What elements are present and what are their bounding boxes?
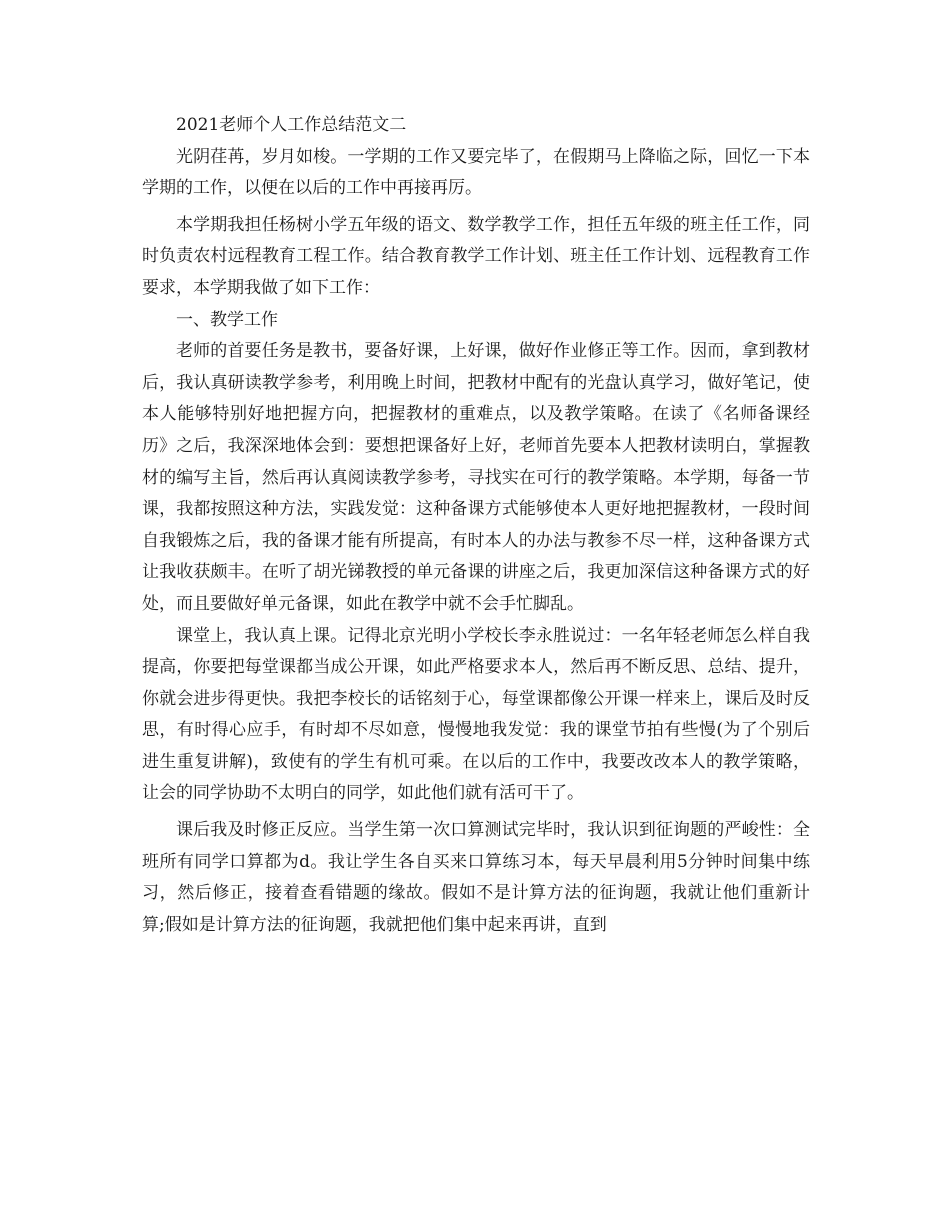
document-title: 2021老师个人工作总结范文二	[176, 115, 407, 135]
paragraph-intro: 光阴荏苒，岁月如梭。一学期的工作又要完毕了，在假期马上降临之际，回忆一下本学期的工作，以便在以后的工作中再接再厉。	[142, 146, 810, 199]
paragraph-duties: 本学期我担任杨树小学五年级的语文、数学教学工作，担任五年级的班主任工作，同时负责农村远程教育工程工作。结合教育教学工作计划、班主任工作计划、远程教育工作要求，本学期我做了如下工作：	[142, 214, 810, 298]
paragraph-after-class: 课后我及时修正反应。当学生第一次口算测试完毕时，我认识到征询题的严峻性：全班所有同学口算都为d。我让学生各自买来口算练习本，每天早晨利用5分钟时间集中练习，然后修正，接着查看错题的缘故。假如不是计算方法的征询题，我就让他们重新计算;假如是计算方法的征询题，我就把他们集中起来再讲，直到	[142, 820, 810, 935]
paragraph-lesson-prep: 老师的首要任务是教书，要备好课，上好课，做好作业修正等工作。因而，拿到教材后，我认真研读教学参考，利用晚上时间，把教材中配有的光盘认真学习，做好笔记，使本人能够特别好地把握方向，把握教材的重难点，以及教学策略。在读了《名师备课经历》之后，我深深地体会到：要想把课备好上好，老师首先要本人把教材读明白，掌握教材的编写主旨，然后再认真阅读教学参考，寻找实在可行的教学策略。本学期，每备一节课，我都按照这种方法，实践发觉：这种备课方式能够使本人更好地把握教材，一段时间自我锻炼之后，我的备课才能有所提高，有时本人的办法与教参不尽一样，这种备课方式让我收获颇丰。在听了胡光锑教授的单元备课的讲座之后，我更加深信这种备课方式的好处，而且要做好单元备课，如此在教学中就不会手忙脚乱。	[142, 341, 810, 614]
document-body	[142, 110, 810, 941]
paragraph-classroom: 课堂上，我认真上课。记得北京光明小学校长李永胜说过：一名年轻老师怎么样自我提高，你要把每堂课都当成公开课，如此严格要求本人，然后再不断反思、总结、提升，你就会进步得更快。我把李校长的话铭刻于心，每堂课都像公开课一样来上，课后及时反思，有时得心应手，有时却不尽如意，慢慢地我发觉：我的课堂节拍有些慢(为了个别后进生重复讲解)，致使有的学生有机可乘。在以后的工作中，我要改改本人的教学策略，让会的同学协助不太明白的同学，如此他们就有活可干了。	[142, 625, 810, 804]
section-heading-teaching: 一、教学工作	[176, 309, 278, 330]
